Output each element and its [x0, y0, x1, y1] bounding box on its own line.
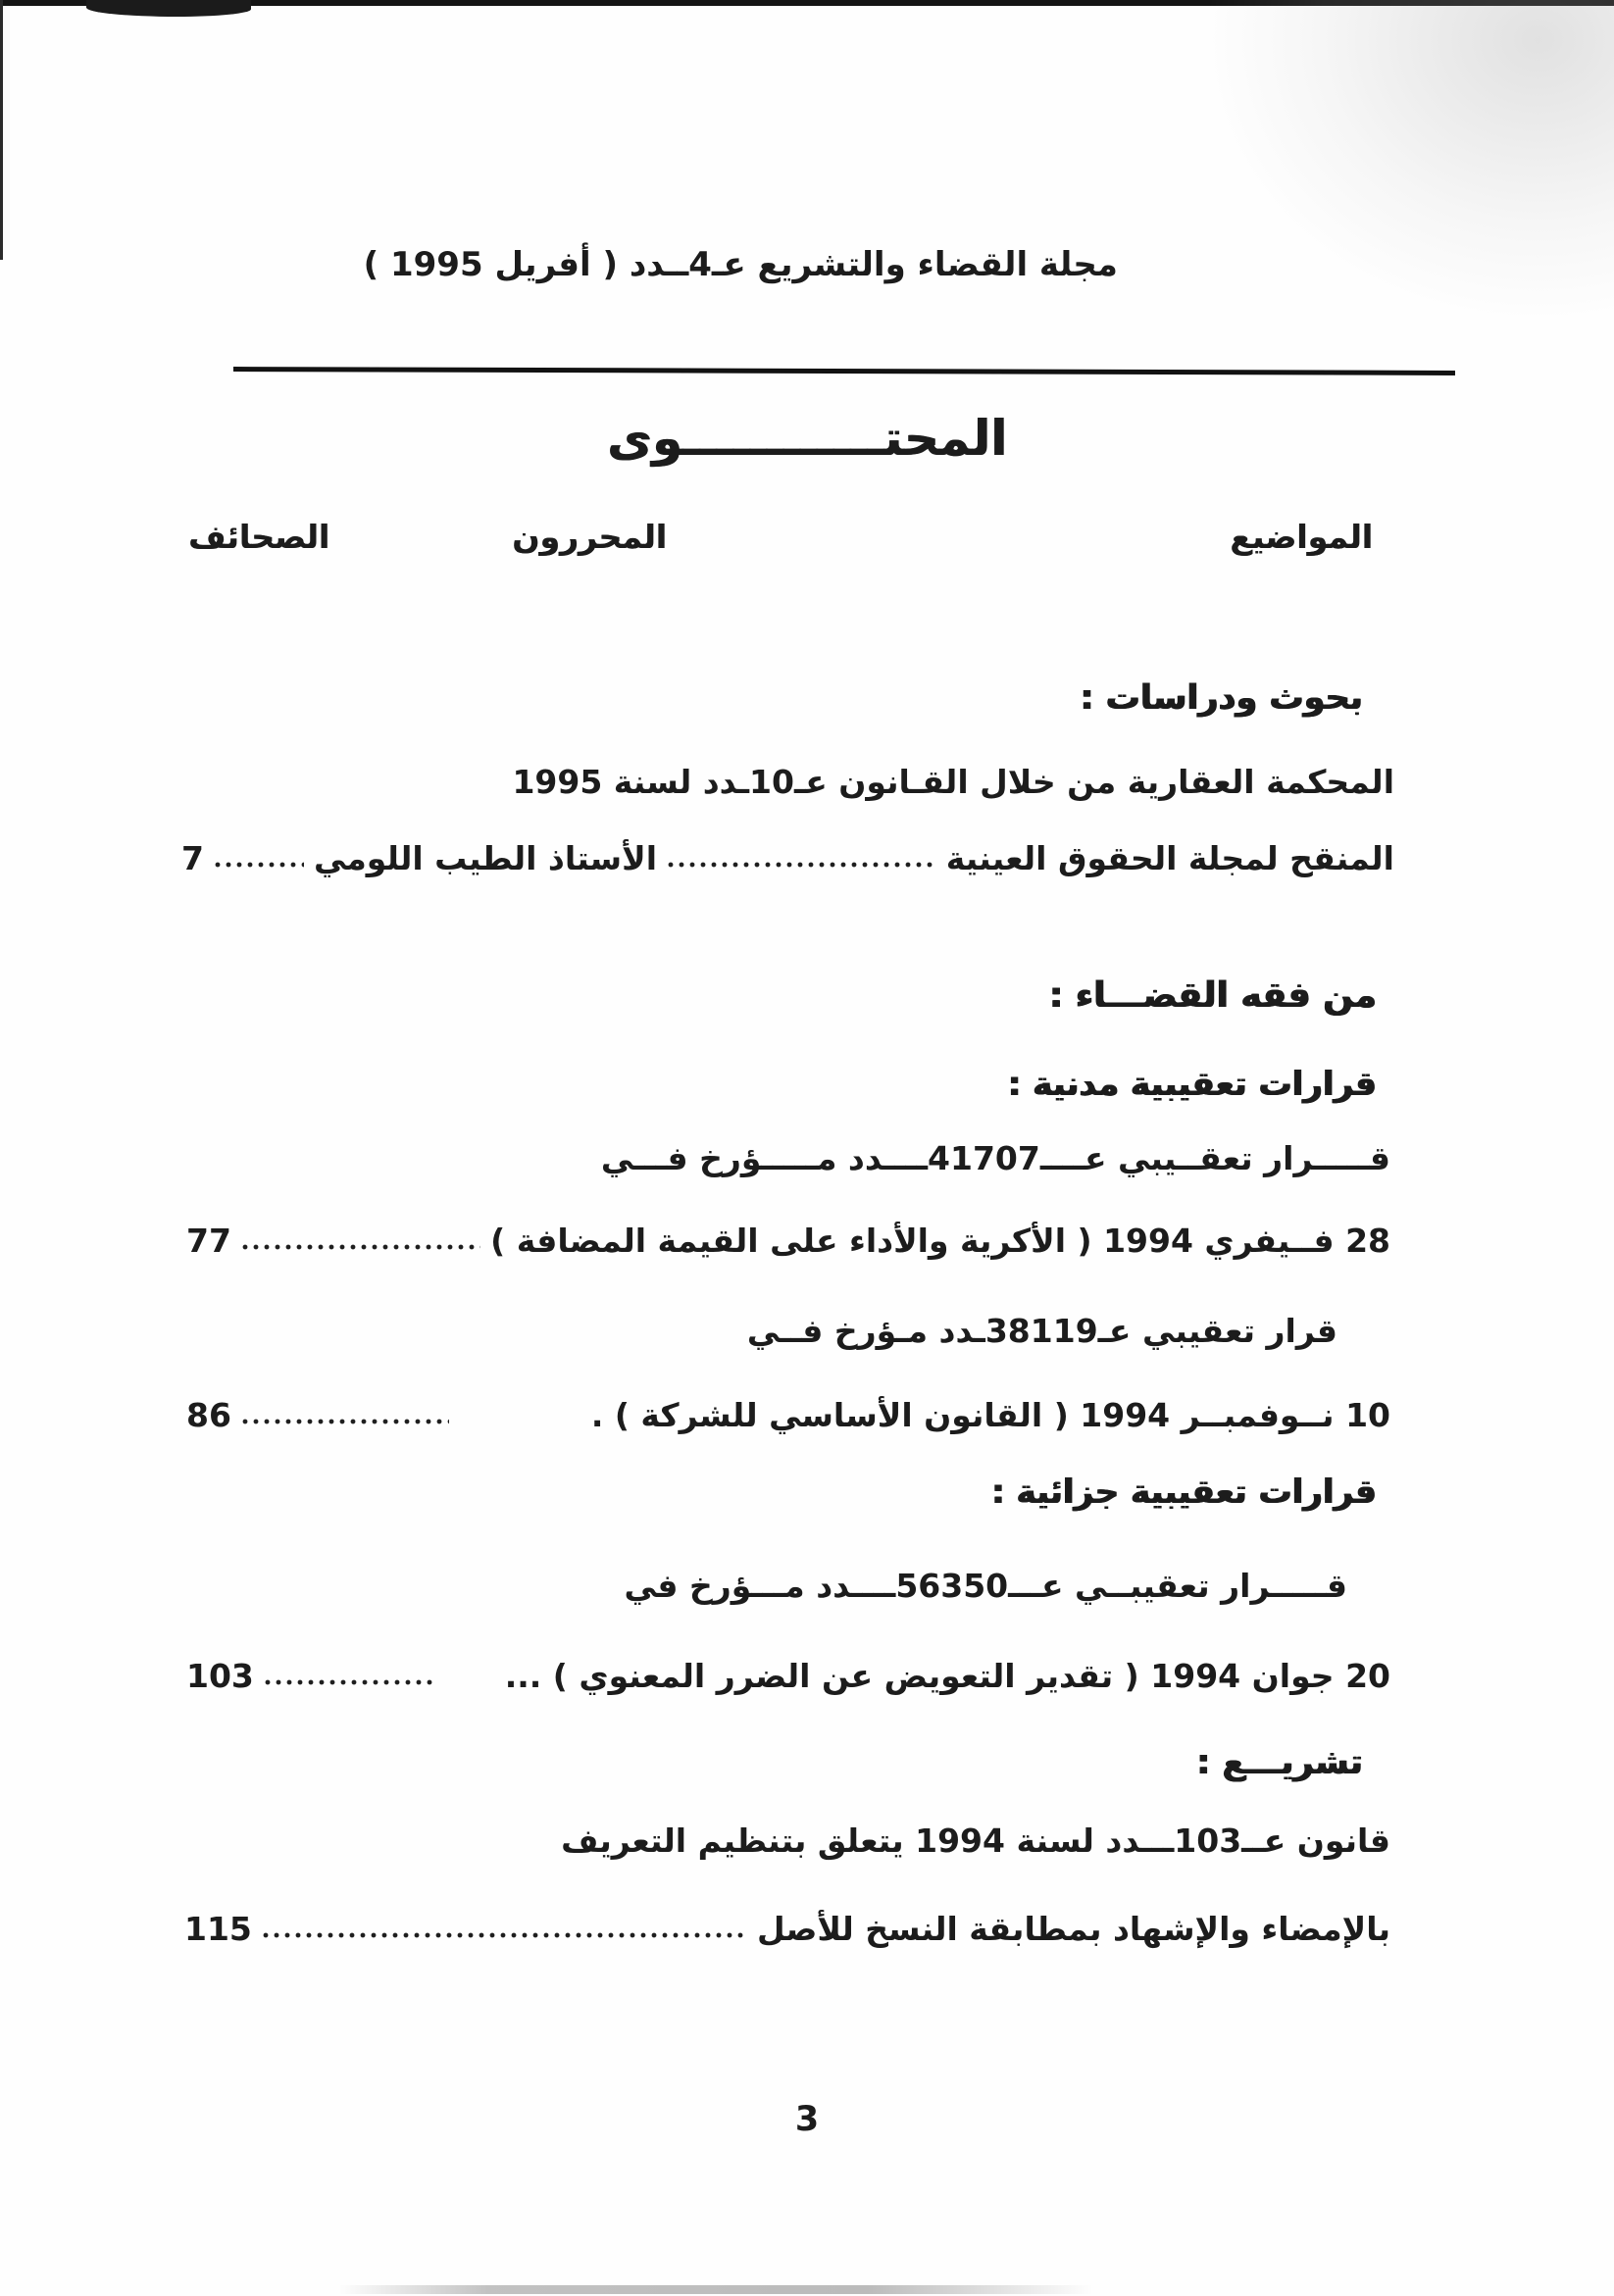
scan-artifact-bottom-smudge: [338, 2285, 1093, 2294]
contents-title: المحتــــــــــــوى: [606, 410, 1008, 467]
dot-leader: [667, 861, 936, 869]
civil-decision1-detail: 28 فــيفري 1994 ( الأكرية والأداء على القيمة المضافة ): [490, 1222, 1390, 1260]
civil-decision2-title: قرار تعقيبي عـ38119ـدد مـؤرخ فــي: [746, 1312, 1337, 1350]
header-divider-rule: [233, 367, 1455, 375]
study-entry-row: [181, 839, 1394, 877]
section-heading-studies: بحوث ودراسات :: [1080, 678, 1363, 718]
column-header-editors: المحررون: [512, 518, 667, 556]
dot-leader: [241, 1418, 449, 1425]
scan-artifact-top-left-blob: [86, 0, 251, 17]
civil-decision2-row: [186, 1396, 1390, 1434]
civil-decision1-row: [186, 1222, 1390, 1260]
column-header-pages: الصحائف: [188, 518, 330, 556]
civil-decision1-page-number: 77: [186, 1222, 231, 1260]
column-header-topics: المواضيع: [1230, 518, 1373, 556]
study-entry-subtitle: المنقح لمجلة الحقوق العينية: [945, 839, 1394, 877]
dot-leader: [241, 1243, 480, 1251]
criminal-decision1-row: [186, 1657, 1390, 1695]
criminal-decision1-detail: 20 جوان 1994 ( تقدير التعويض عن الضرر المعنوي ) ...: [504, 1657, 1390, 1695]
scan-artifact-top-right-shade: [1192, 0, 1614, 333]
scan-artifact-left-edge-line: [0, 0, 3, 260]
section-heading-legislation: تشريـــع :: [1196, 1743, 1363, 1782]
subsection-heading-civil-decisions: قرارات تعقيبية مدنية :: [1007, 1065, 1377, 1104]
civil-decision2-detail: 10 نــوفمبــر 1994 ( القانون الأساسي للشركة ) .: [590, 1396, 1390, 1434]
civil-decision2-page-number: 86: [186, 1396, 231, 1434]
dot-leader: [262, 1931, 747, 1939]
civil-decision1-title: قـــــرار تعقــيبي عــــ41707ــــدد مـــــؤرخ فـــي: [600, 1139, 1390, 1177]
criminal-decision1-page-number: 103: [186, 1657, 254, 1695]
dot-leader: [214, 861, 304, 869]
law-entry-detail: بالإمضاء والإشهاد بمطابقة النسخ للأصل: [756, 1910, 1390, 1948]
section-heading-case-law: من فقه القضـــاء :: [1048, 975, 1377, 1016]
journal-header: مجلة القضاء والتشريع عـ4ــدد ( أفريل 1995 ): [363, 245, 1118, 284]
study-entry-page-number: 7: [181, 839, 204, 877]
law-entry-title: قانون عــ103ـــدد لسنة 1994 يتعلق بتنظيم التعريف: [561, 1822, 1390, 1860]
criminal-decision1-title: قـــــرار تعقيبــي عـــ56350ــــدد مـــؤرخ في: [624, 1567, 1347, 1605]
page-number: 3: [794, 2100, 820, 2139]
dot-leader: [264, 1678, 432, 1686]
law-entry-page-number: 115: [184, 1910, 252, 1948]
study-entry-editor: الأستاذ الطيب اللومي: [313, 839, 658, 877]
subsection-heading-criminal-decisions: قرارات تعقيبية جزائية :: [991, 1472, 1377, 1512]
study-entry-title: المحكمة العقارية من خلال القـانون عـ10ـدد لسنة 1995: [512, 763, 1394, 801]
law-entry-row: [184, 1910, 1390, 1948]
